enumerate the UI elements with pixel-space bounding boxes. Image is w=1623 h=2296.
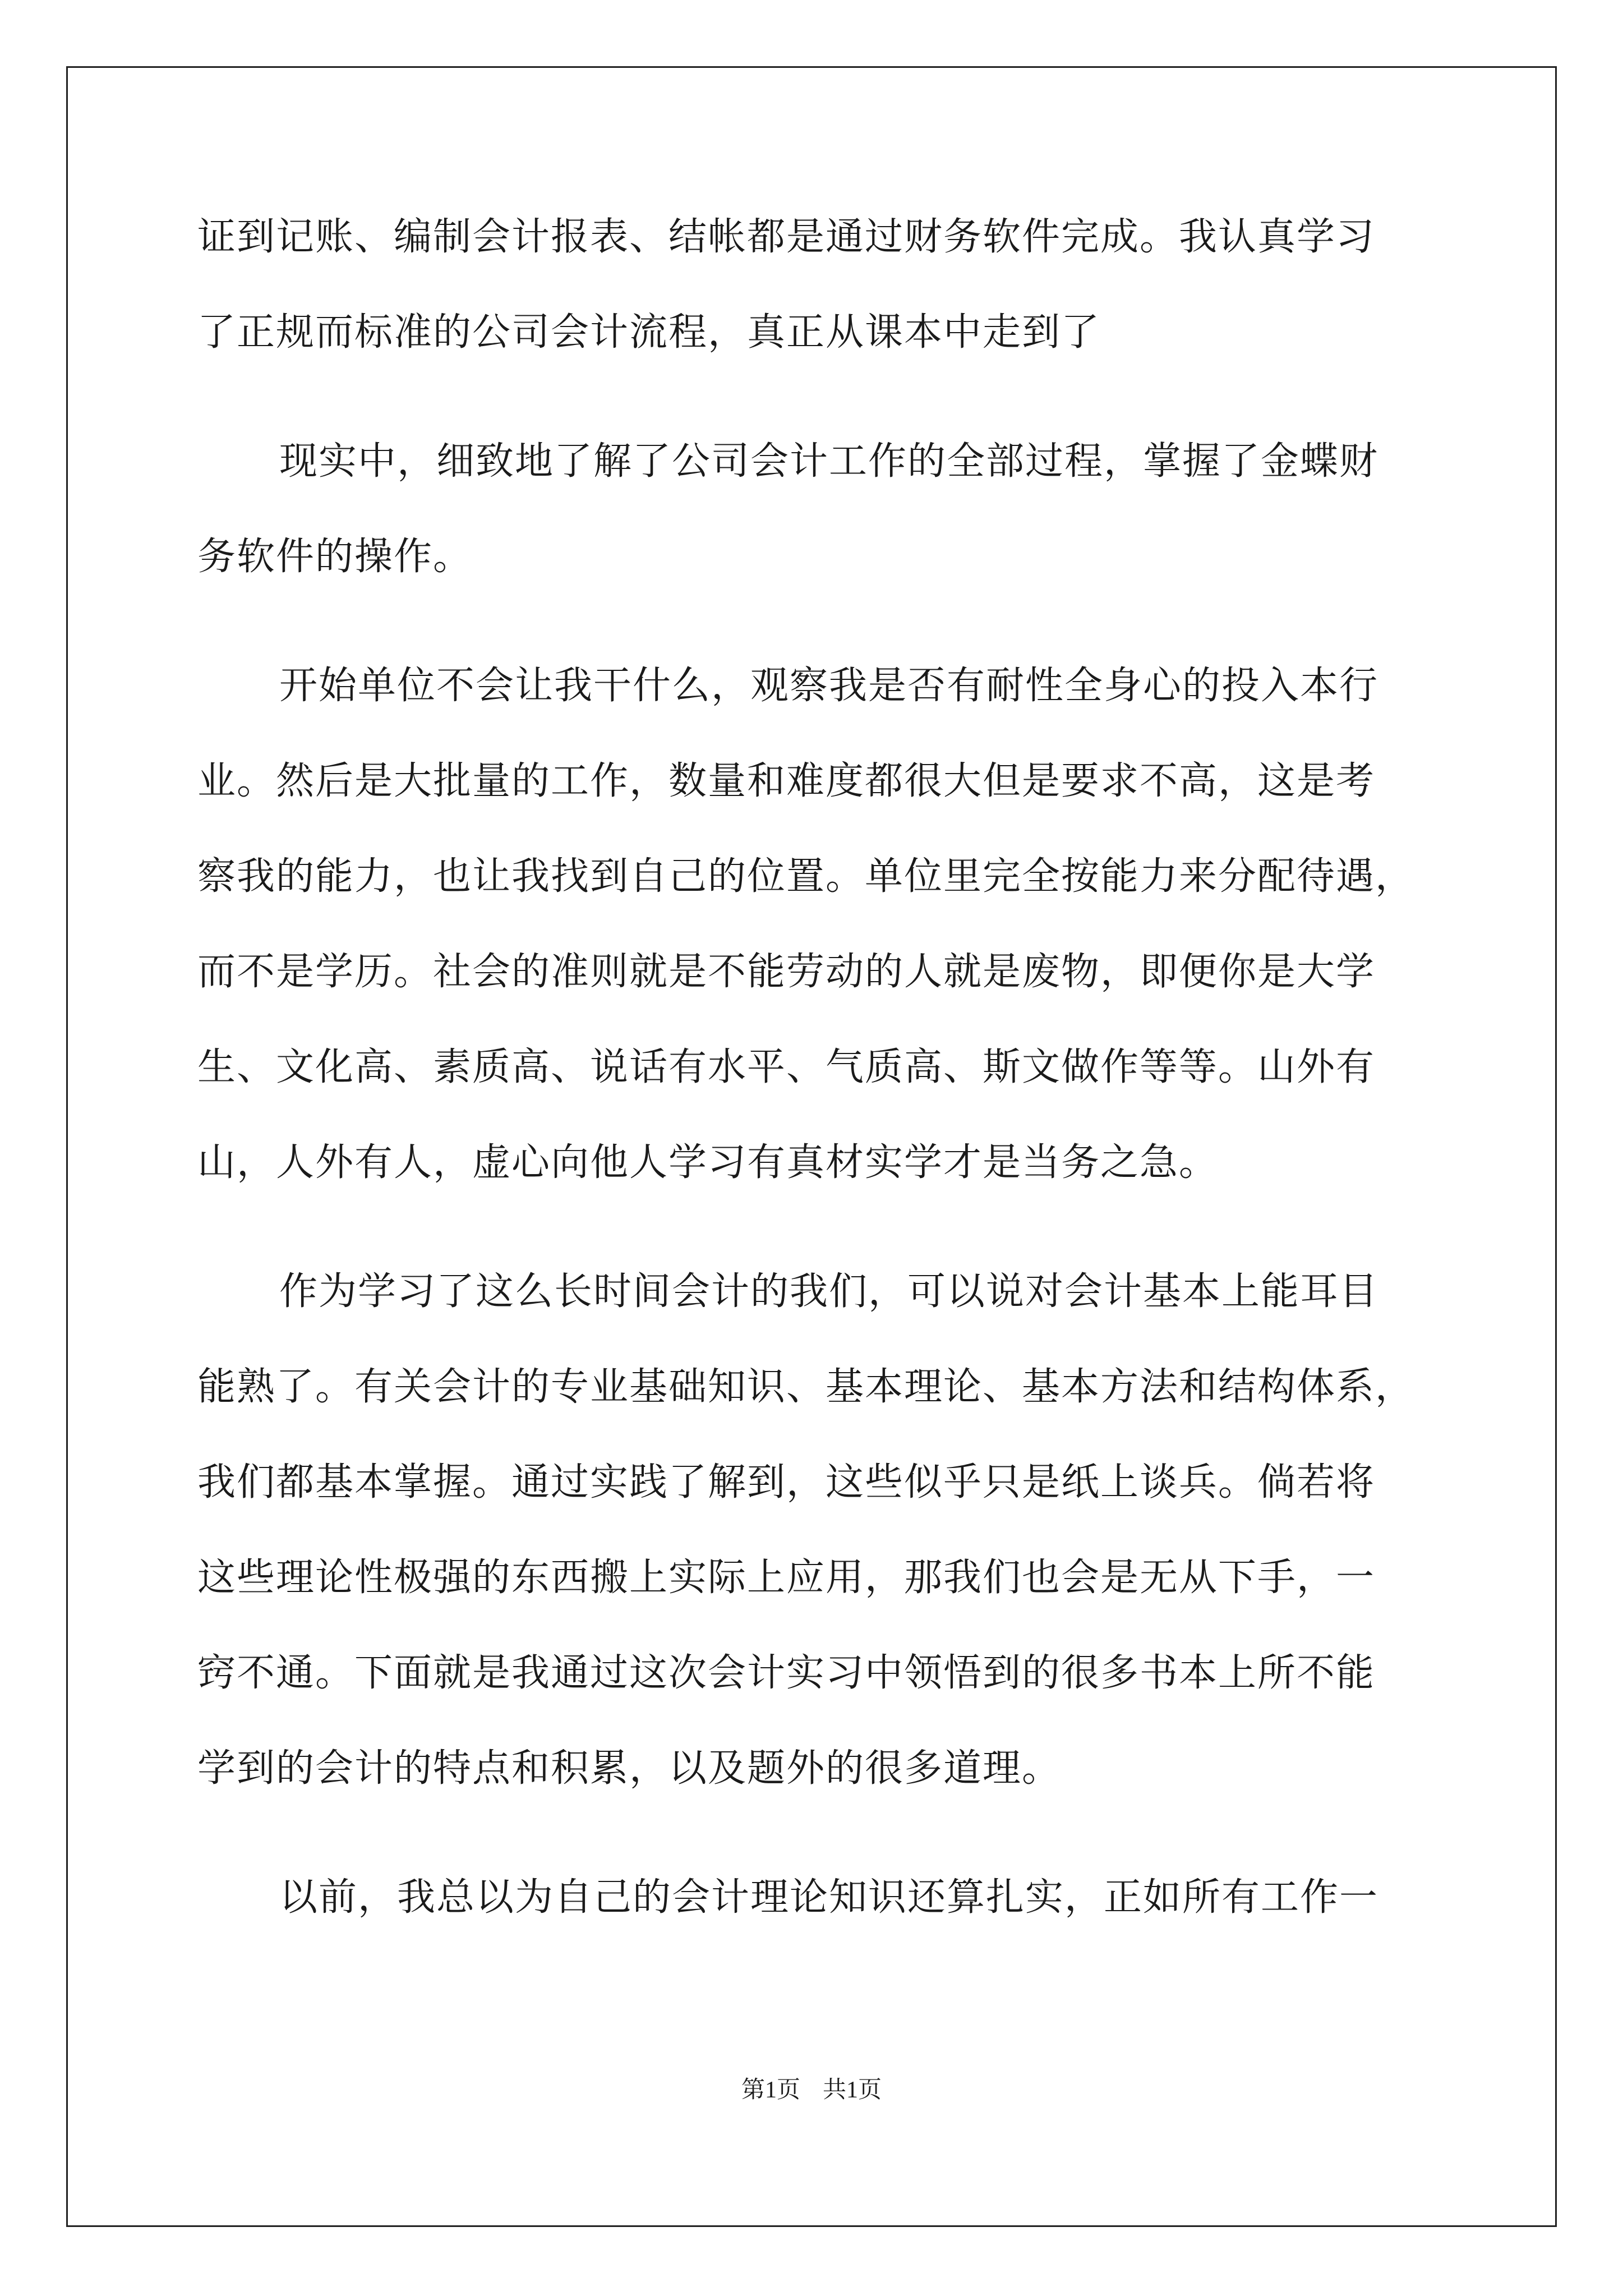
text-line: 这些理论性极强的东西搬上实际上应用，那我们也会是无从下手，一 [197,1556,1376,1600]
page-footer [0,2073,1623,2107]
paragraph-first-line: 作为学习了这么长时间会计的我们，可以说对会计基本上能耳目 [279,1269,1379,1314]
text-line: 业。然后是大批量的工作，数量和难度都很大但是要求不高，这是考 [197,759,1376,803]
text-line: 生、文化高、素质高、说话有水平、气质高、斯文做作等等。山外有 [197,1045,1376,1089]
text-line: 了正规而标准的公司会计流程，真正从课本中走到了 [197,310,1101,355]
paragraph-first-line: 现实中，细致地了解了公司会计工作的全部过程，掌握了金蝶财 [279,439,1379,484]
text-line: 而不是学历。社会的准则就是不能劳动的人就是废物，即便你是大学 [197,950,1376,994]
text-line: 学到的会计的特点和积累，以及题外的很多道理。 [197,1746,1062,1791]
text-line: 证到记账、编制会计报表、结帐都是通过财务软件完成。我认真学习 [197,215,1376,259]
text-line: 山，人外有人，虚心向他人学习有真材实学才是当务之急。 [197,1140,1219,1185]
text-line: 我们都基本掌握。通过实践了解到，这些似乎只是纸上谈兵。倘若将 [197,1460,1376,1504]
text-line: 察我的能力，也让我找到自己的位置。单位里完全按能力来分配待遇， [197,854,1415,899]
page-number: 第1页 [741,2077,800,2103]
text-line: 能熟了。有关会计的专业基础知识、基本理论、基本方法和结构体系， [197,1365,1415,1409]
text-line: 务软件的操作。 [197,535,473,579]
text-line: 窍不通。下面就是我通过这次会计实习中领悟到的很多书本上所不能 [197,1651,1376,1695]
paragraph-first-line: 以前，我总以为自己的会计理论知识还算扎实，正如所有工作一 [279,1875,1379,1920]
paragraph-first-line: 开始单位不会让我干什么，观察我是否有耐性全身心的投入本行 [279,664,1379,708]
page-total: 共1页 [823,2077,882,2103]
